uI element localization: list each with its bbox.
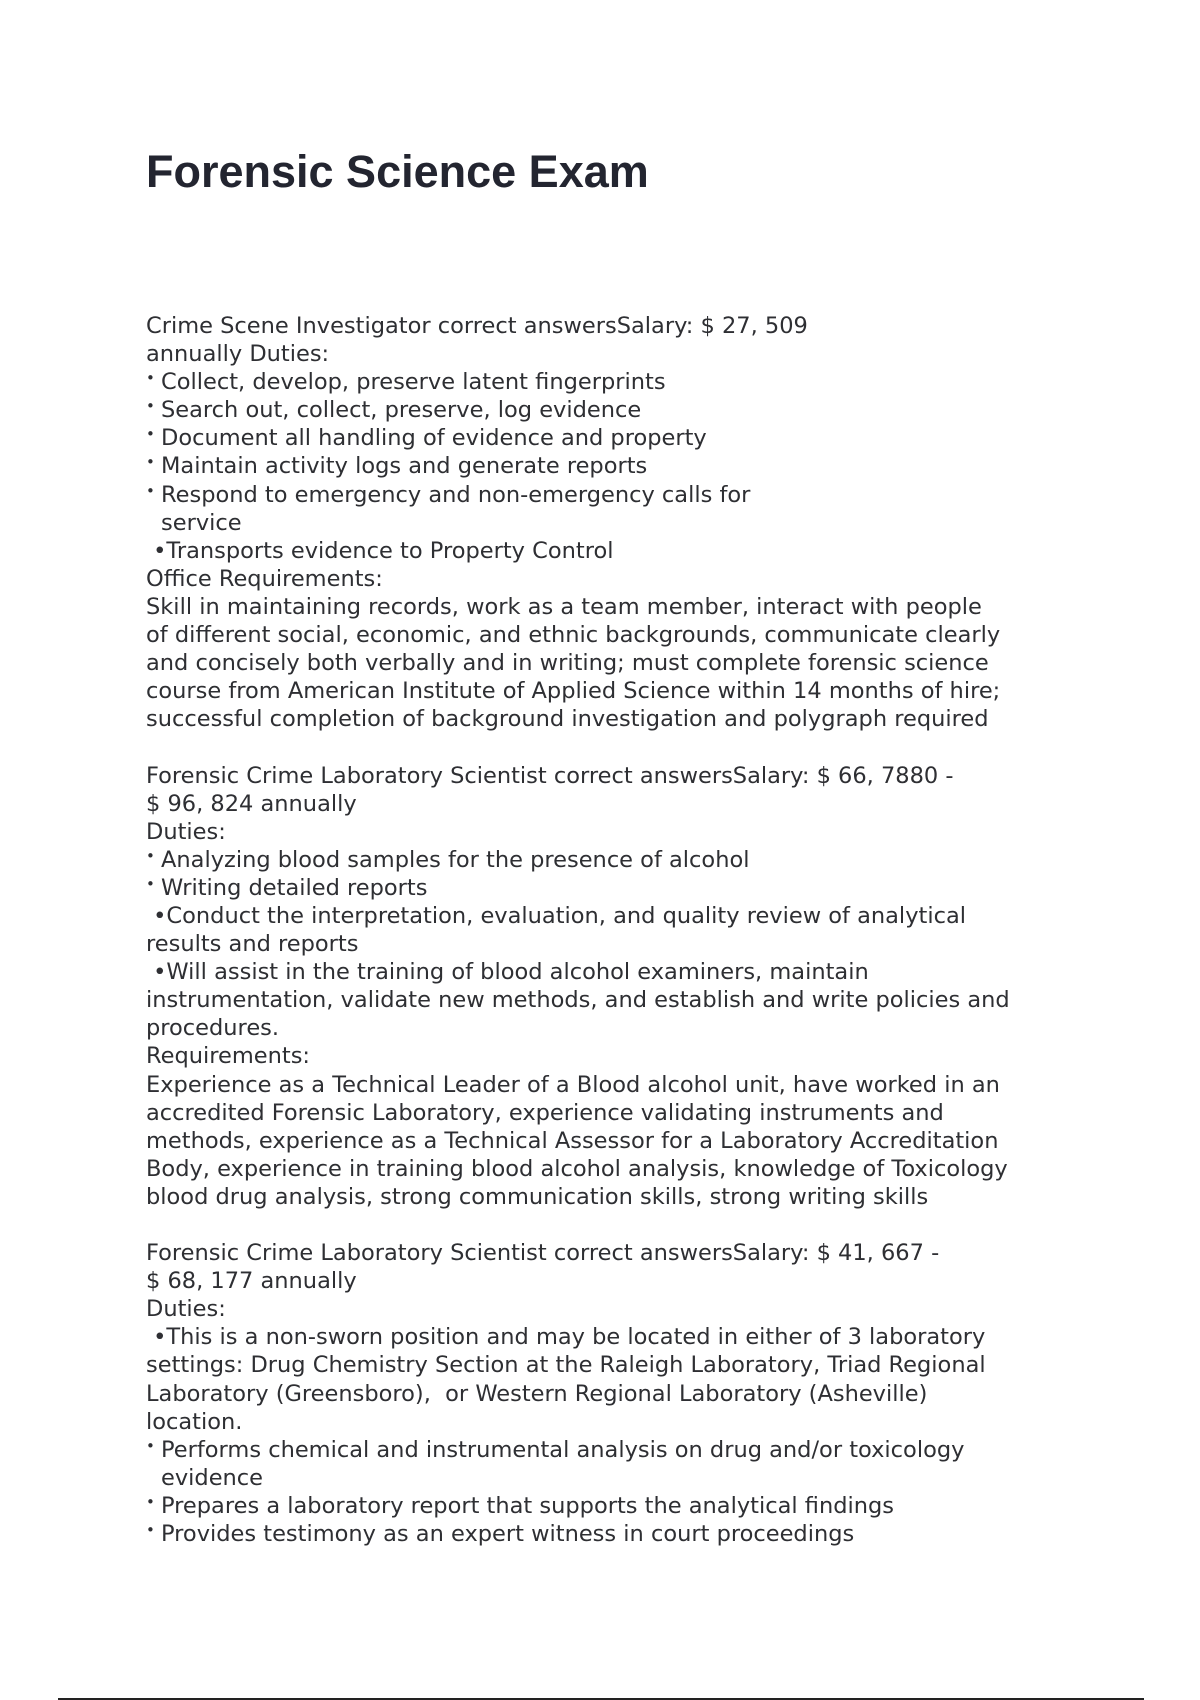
list-item: • Search out, collect, preserve, log evidence [146, 396, 1096, 424]
requirements-heading: Office Requirements: [146, 565, 383, 592]
bullet-icon: • [146, 453, 155, 472]
list-item-continuation: results and reports [146, 931, 359, 958]
list-item: • Provides testimony as an expert witness in court proceedings [146, 1520, 1096, 1548]
requirements-heading: Requirements: [146, 1043, 311, 1070]
list-item: • Collect, develop, preserve latent fingerprints [146, 368, 1096, 396]
bullet-icon: • [146, 1521, 155, 1540]
requirements-line: successful completion of background investigation and polygraph required [146, 706, 989, 733]
job1-salary-cont: annually Duties: [146, 341, 330, 368]
job3-salary-cont: $ 68, 177 annually [146, 1268, 357, 1295]
job2-heading: Forensic Crime Laboratory Scientist correct answersSalary: $ 66, 7880 - [146, 762, 954, 789]
job1-heading: Crime Scene Investigator correct answersSalary: $ 27, 509 [146, 313, 808, 339]
document-body [146, 312, 1096, 1548]
list-item: • Analyzing blood samples for the presence of alcohol [146, 846, 1096, 874]
list-item-continuation: service [161, 509, 242, 536]
paragraph-spacer [146, 1211, 1096, 1239]
requirements-line: Body, experience in training blood alcohol analysis, knowledge of Toxicology [146, 1155, 1008, 1182]
list-item-continuation: Laboratory (Greensboro), or Western Regional Laboratory (Asheville) [146, 1380, 928, 1407]
requirements-line: of different social, economic, and ethnic backgrounds, communicate clearly [146, 622, 1001, 649]
list-item: • Performs chemical and instrumental analysis on drug and/or toxicology [146, 1436, 1096, 1464]
requirements-line: Experience as a Technical Leader of a Blood alcohol unit, have worked in an [146, 1071, 1000, 1098]
list-item-continuation: location. [146, 1408, 243, 1435]
duties-heading: Duties: [146, 1296, 226, 1323]
list-item: •Conduct the interpretation, evaluation, and quality review of analytical [146, 902, 966, 929]
requirements-line: methods, experience as a Technical Assessor for a Laboratory Accreditation [146, 1127, 999, 1154]
list-item: • Writing detailed reports [146, 874, 1096, 902]
list-item: •Will assist in the training of blood alcohol examiners, maintain [146, 959, 869, 986]
bullet-icon: • [146, 874, 155, 893]
bullet-icon: • [146, 481, 155, 500]
list-item-continuation: evidence [161, 1464, 264, 1491]
bullet-icon: • [146, 397, 155, 416]
bullet-icon: • [146, 425, 155, 444]
bullet-icon: • [146, 1436, 155, 1455]
requirements-line: and concisely both verbally and in writing; must complete forensic science [146, 650, 989, 677]
requirements-line: Skill in maintaining records, work as a team member, interact with people [146, 593, 982, 620]
job3-heading: Forensic Crime Laboratory Scientist correct answersSalary: $ 41, 667 - [146, 1240, 940, 1267]
list-item-continuation: procedures. [146, 1015, 280, 1042]
job2-salary-cont: $ 96, 824 annually [146, 790, 357, 817]
list-item: •This is a non-sworn position and may be located in either of 3 laboratory [146, 1324, 986, 1351]
requirements-line: course from American Institute of Applied Science within 14 months of hire; [146, 678, 1001, 705]
bullet-icon: • [146, 369, 155, 388]
list-item: •Transports evidence to Property Control [146, 537, 614, 564]
paragraph-spacer [146, 733, 1096, 761]
list-item-continuation: settings: Drug Chemistry Section at the Raleigh Laboratory, Triad Regional [146, 1352, 986, 1379]
page-title: Forensic Science Exam [146, 146, 649, 197]
list-item: • Maintain activity logs and generate reports [146, 452, 1096, 480]
duties-heading: Duties: [146, 818, 226, 845]
list-item: • Prepares a laboratory report that supports the analytical findings [146, 1492, 1096, 1520]
list-item-continuation: instrumentation, validate new methods, and establish and write policies and [146, 987, 1010, 1014]
bullet-icon: • [146, 1492, 155, 1511]
requirements-line: blood drug analysis, strong communication skills, strong writing skills [146, 1183, 929, 1210]
requirements-line: accredited Forensic Laboratory, experience validating instruments and [146, 1099, 944, 1126]
list-item: • Respond to emergency and non-emergency calls for [146, 481, 1096, 509]
bullet-icon: • [146, 846, 155, 865]
list-item: • Document all handling of evidence and property [146, 424, 1096, 452]
